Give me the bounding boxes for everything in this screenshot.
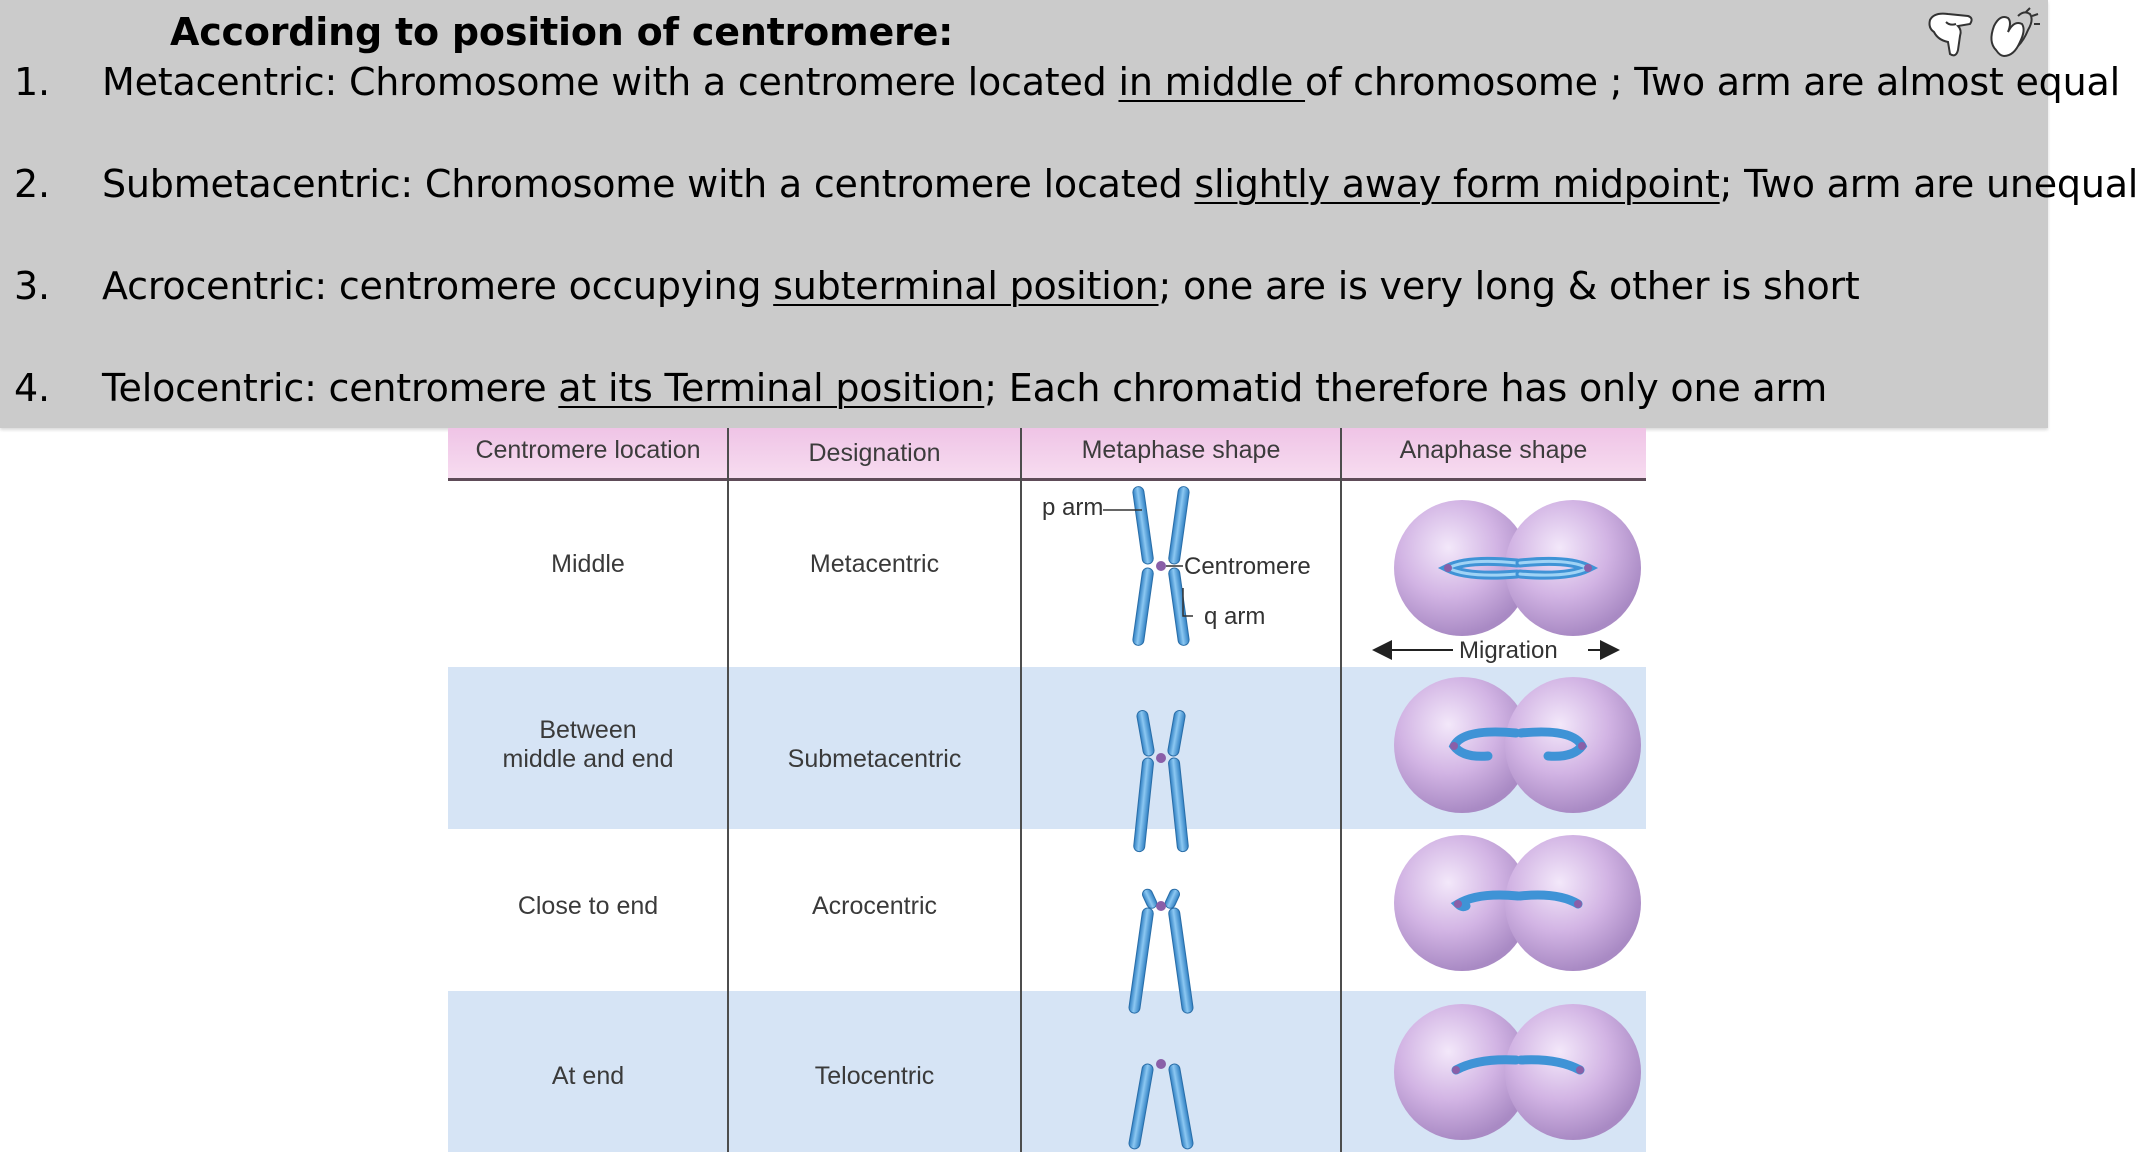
acrocentric-chromosome-icon xyxy=(1128,888,1193,1014)
list-item xyxy=(0,264,2048,314)
list-text xyxy=(102,162,2138,206)
pointing-hand-icon xyxy=(1930,14,1972,56)
list-number: 4. xyxy=(14,366,50,410)
anaphase-cell-row3 xyxy=(1394,835,1641,971)
text-segment: Submetacentric: Chromosome with a centromere located xyxy=(102,162,1195,206)
diagram-layer xyxy=(448,428,1646,1152)
cell-location: Middle xyxy=(551,550,625,578)
text-segment: Acrocentric: centromere occupying xyxy=(102,264,774,308)
cell-designation: Submetacentric xyxy=(787,745,962,773)
clapping-hands-icon xyxy=(1991,8,2040,56)
cell-location: Between middle and end xyxy=(502,716,674,773)
list-text xyxy=(102,366,1827,410)
list-item xyxy=(0,60,2120,110)
list-number: 2. xyxy=(14,162,50,206)
cell-designation: Metacentric xyxy=(809,550,940,578)
anaphase-cell-row4 xyxy=(1394,1004,1641,1140)
underlined-text: at its Terminal position xyxy=(558,366,985,410)
list-item xyxy=(0,366,2048,416)
centromere-label: Centromere xyxy=(1184,553,1311,580)
text-segment: ; Two arm are unequal xyxy=(1719,162,2138,206)
text-segment: ; one are is very long & other is short xyxy=(1158,264,1860,308)
p-arm-label: p arm xyxy=(1042,494,1104,521)
telocentric-chromosome-icon xyxy=(1128,1059,1194,1150)
list-item xyxy=(0,162,2138,212)
underlined-text: in middle xyxy=(1118,60,1306,104)
text-segment: Metacentric: Chromosome with a centromere located xyxy=(102,60,1119,104)
submetacentric-chromosome-icon xyxy=(1133,710,1189,852)
col-header: Centromere location xyxy=(475,436,701,464)
corner-icons xyxy=(1924,6,2044,62)
page-title: According to position of centromere: xyxy=(170,10,954,54)
header-panel xyxy=(0,0,2138,428)
list-number: 1. xyxy=(14,60,50,104)
text-segment: ; Each chromatid therefore has only one arm xyxy=(984,366,1828,410)
underlined-text: slightly away form midpoint xyxy=(1194,162,1720,206)
q-arm-label: q arm xyxy=(1204,603,1266,630)
migration-label: Migration xyxy=(1459,637,1558,664)
anaphase-cell-row1 xyxy=(1394,500,1641,636)
cell-location: At end xyxy=(551,1062,625,1090)
centromere-table xyxy=(448,428,1646,1152)
anaphase-cell-row2 xyxy=(1394,677,1641,813)
col-header: Anaphase shape xyxy=(1399,436,1588,464)
list-text xyxy=(102,264,1860,308)
text-segment: Telocentric: centromere xyxy=(102,366,559,410)
col-header: Designation xyxy=(808,439,941,467)
cell-designation: Acrocentric xyxy=(811,892,938,920)
list-text xyxy=(102,60,2120,104)
col-header: Metaphase shape xyxy=(1081,436,1281,464)
text-segment: of chromosome ; Two arm are almost equal xyxy=(1305,60,2120,104)
underlined-text: subterminal position xyxy=(773,264,1159,308)
cell-location: Close to end xyxy=(517,892,659,920)
list-number: 3. xyxy=(14,264,50,308)
cell-designation: Telocentric xyxy=(814,1062,935,1090)
